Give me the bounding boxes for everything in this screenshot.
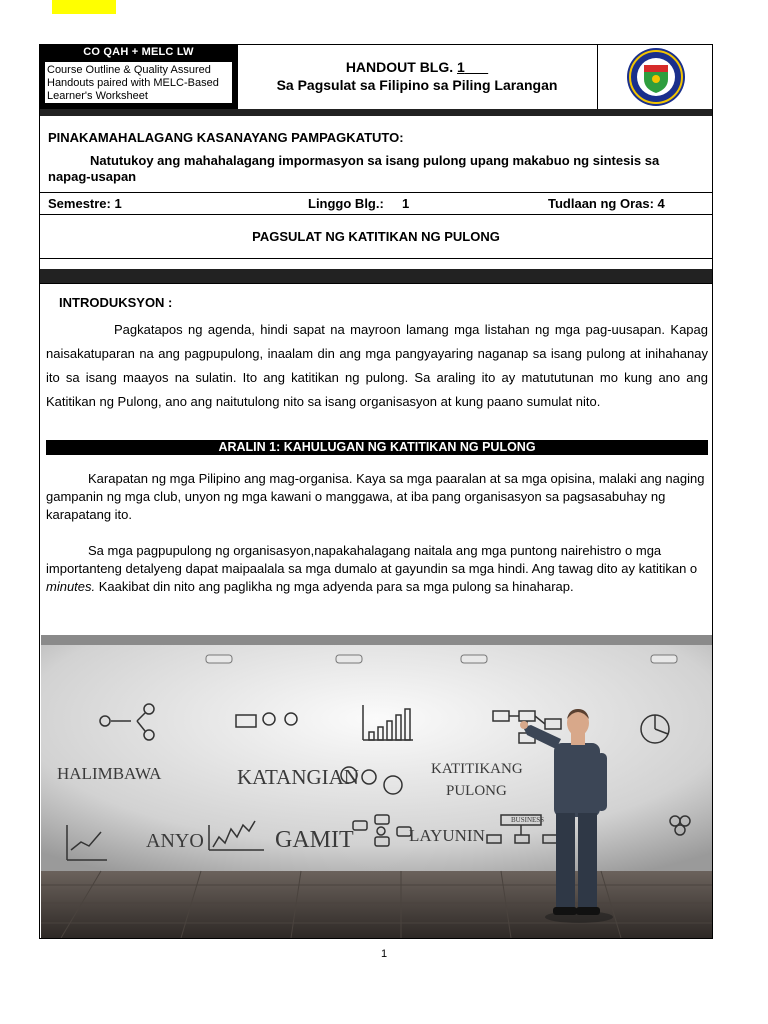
intro-body (46, 318, 708, 414)
word-layunin: LAYUNIN (409, 826, 485, 845)
header-divider (40, 109, 712, 116)
topic-divider (40, 269, 712, 283)
meta-row (40, 193, 712, 215)
topic-section (40, 215, 712, 259)
subject-title: Sa Pagsulat sa Filipino sa Piling Larangan (276, 77, 558, 93)
hours-label: Tudlaan ng Oras: 4 (548, 196, 665, 211)
lesson-paragraph-1: Karapatan ng mga Pilipino ang mag-organisa. Kaya sa mga paaralan at sa mga opisina, malaki ang naging gampanin ng mga club, unyon ng mga kawani o manggawa, at iba pang organisasyon sa pagsasabuhay ng karapatang ito. (46, 471, 705, 522)
word-anyo: ANYO (146, 830, 204, 852)
handout-title-block (238, 45, 596, 109)
lesson-paragraph-2: Sa mga pagpupulong ng organisasyon,napakahalagang naitala ang mga puntong nairehistro o mga importanteng detalyeng dapat maipaalala sa mga dumalo at gayundin sa mga hindi. Ang tawag dito ay katitikan o minutes. Kaakibat din nito ang paglikha ng mga adyenda para sa mga pulong sa hinaharap. (46, 543, 698, 594)
word-katangian: KATANGIAN (237, 765, 359, 789)
handout-frame (39, 44, 713, 939)
page-number: 1 (380, 948, 388, 960)
handout-number-value: 1 (457, 59, 465, 75)
lesson-title: ARALIN 1: KAHULUGAN NG KATITIKAN NG PULONG (46, 440, 708, 455)
competency-text: Natutukoy ang mahahalagang impormasyon sa isang pulong upang makabuo ng sintesis sa napag-usapan (48, 153, 660, 184)
division-logo (597, 45, 714, 109)
word-halimbawa: HALIMBAWA (57, 764, 162, 783)
word-business: BUSINESS (511, 816, 545, 824)
illustration-whiteboard (41, 635, 712, 938)
illustration-svg (41, 635, 712, 938)
intro-heading: INTRODUKSYON : (59, 295, 173, 310)
week-value: 1 (402, 196, 410, 211)
word-gamit: GAMIT (275, 827, 354, 853)
competency-heading: PINAKAMAHALAGANG KASANAYANG PAMPAGKATUTO: (48, 130, 404, 145)
intro-paragraph: Pagkatapos ng agenda, hindi sapat na mayroon lamang mga listahan ng mga pag-uusapan. Kapag naisakatuparan na ang pagpupulong, inaalam din ang mga pangyayaring naganap sa isang pulong at inihahanay ito sa isang maayos na sulatin. Ito ang katitikan ng pulong. Sa araling ito ay matututunan mo kung ano ang Katitikan ng Pulong, ano ang naitutulong nito sa isang organisasyon at kung paano sumulat nito. (46, 322, 708, 409)
seal-icon (598, 45, 714, 109)
badge-description: Course Outline & Quality Assured Handouts paired with MELC-Based Learner's Worksheet (45, 62, 232, 103)
lesson-body (46, 470, 708, 596)
semester-label: Semestre: 1 (48, 196, 122, 211)
word-katitikang: KATITIKANG (431, 761, 523, 777)
topic-title: PAGSULAT NG KATITIKAN NG PULONG (252, 229, 500, 244)
yellow-highlight-mark (52, 0, 116, 14)
week-label: Linggo Blg.: (308, 196, 384, 211)
badge-title: CO QAH + MELC LW (83, 46, 194, 58)
handout-number: HANDOUT BLG. 1 (345, 59, 465, 75)
badge-block (40, 45, 238, 109)
word-pulong: PULONG (446, 783, 507, 799)
competency-section (40, 116, 712, 193)
